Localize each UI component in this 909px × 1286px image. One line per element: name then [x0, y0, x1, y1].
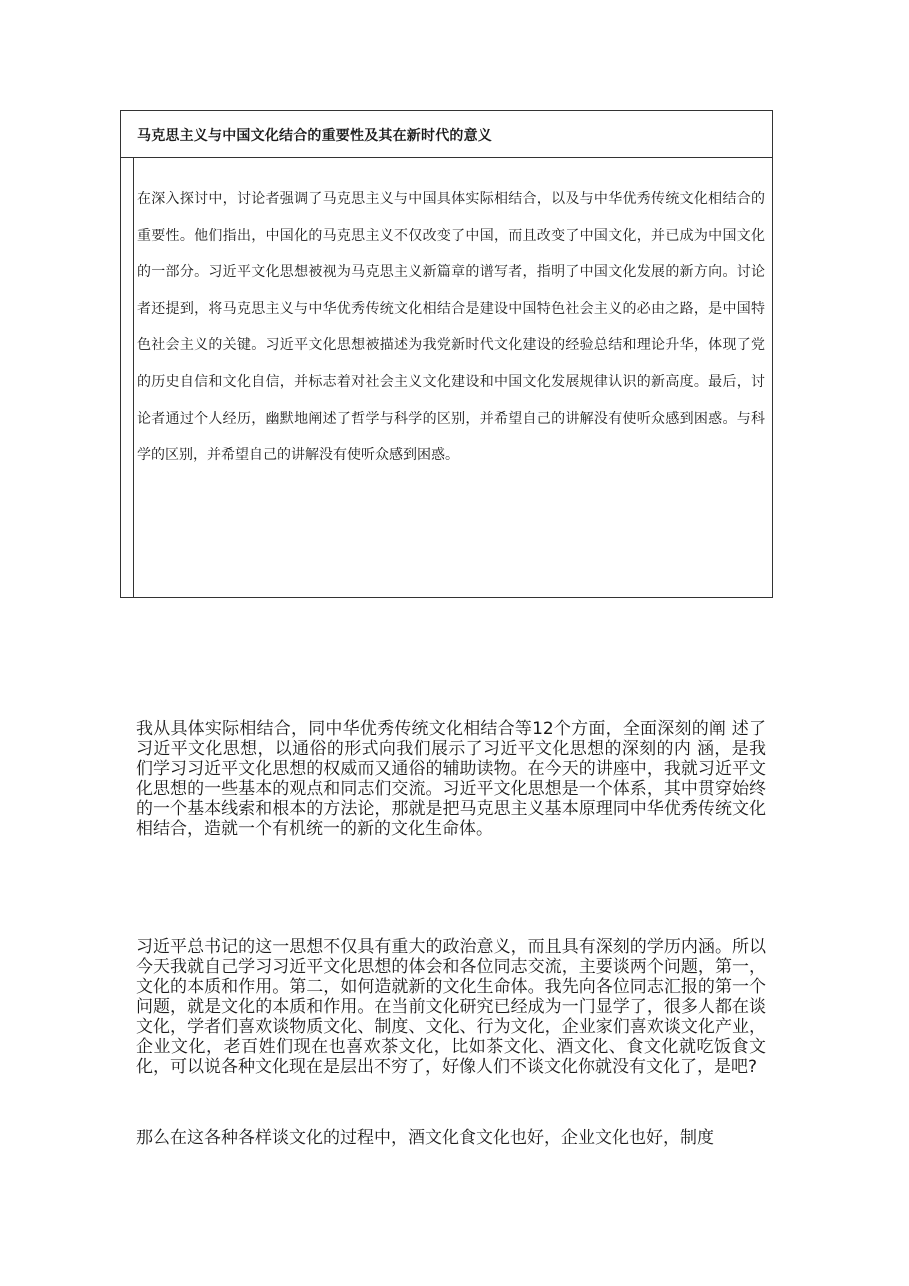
summary-body: 在深入探讨中，讨论者强调了马克思主义与中国具体实际相结合，以及与中华优秀传统文化相结合的重要性。他们指出，中国化的马克思主义不仅改变了中国，而且改变了中国文化，并已成为中国文化的一部分。习近平文化思想被视为马克思主义新篇章的谱写者，指明了中国文化发展的新方向。讨论者还提到，将马克思主义与中华优秀传统文化相结合是建设中国特色社会主义的必由之路，是中国特色社会主义的关键。习近平文化思想被描述为我党新时代文化建设的经验总结和理论升华，体现了党的历史自信和文化自信，并标志着对社会主义文化建设和中国文化发展规律认识的新高度。最后，讨论者通过个人经历，幽默地阐述了哲学与科学的区别，并希望自己的讲解没有使听众感到困惑。与科学的区别，并希望自己的讲解没有使听众感到困惑。: [137, 191, 765, 464]
summary-box: [120, 110, 773, 598]
summary-box-left-rule: [133, 158, 134, 597]
body-paragraph-3: 那么在这各种各样谈文化的过程中，酒文化食文化也好，企业文化也好，制度: [136, 1128, 714, 1148]
summary-box-header: [121, 111, 772, 158]
summary-title: 马克思主义与中国文化结合的重要性及其在新时代的意义: [137, 128, 492, 144]
body-paragraph-2: 习近平总书记的这一思想不仅具有重大的政治意义，而且具有深刻的学历内涵。所以今天我就自己学习习近平文化思想的体会和各位同志交流，主要谈两个问题，第一，文化的本质和作用。第二，如何造就新的文化生命体。我先向各位同志汇报的第一个问题，就是文化的本质和作用。在当前文化研究已经成为一门显学了，很多人都在谈文化，学者们喜欢谈物质文化、制度、文化、行为文化，企业家们喜欢谈文化产业，企业文化，老百姓们现在也喜欢茶文化，比如茶文化、酒文化、食文化就吃饭食文化，可以说各种文化现在是层出不穷了，好像人们不谈文化你就没有文化了，是吧?: [136, 937, 766, 1077]
body-paragraph-1: 我从具体实际相结合，同中华优秀传统文化相结合等12个方面，全面深刻的阐 述了习近平文化思想，以通俗的形式向我们展示了习近平文化思想的深刻的内 涵，是我们学习习近平文化思想的权威而又通俗的辅助读物。在今天的讲座中，我就习近平文化思想的一些基本的观点和同志们交流。习近平文化思想是一个体系，其中贯穿始终的一个基本线索和根本的方法论，那就是把马克思主义基本原理同中华优秀传统文化相结合，造就一个有机统一的新的文化生命体。: [136, 719, 766, 839]
